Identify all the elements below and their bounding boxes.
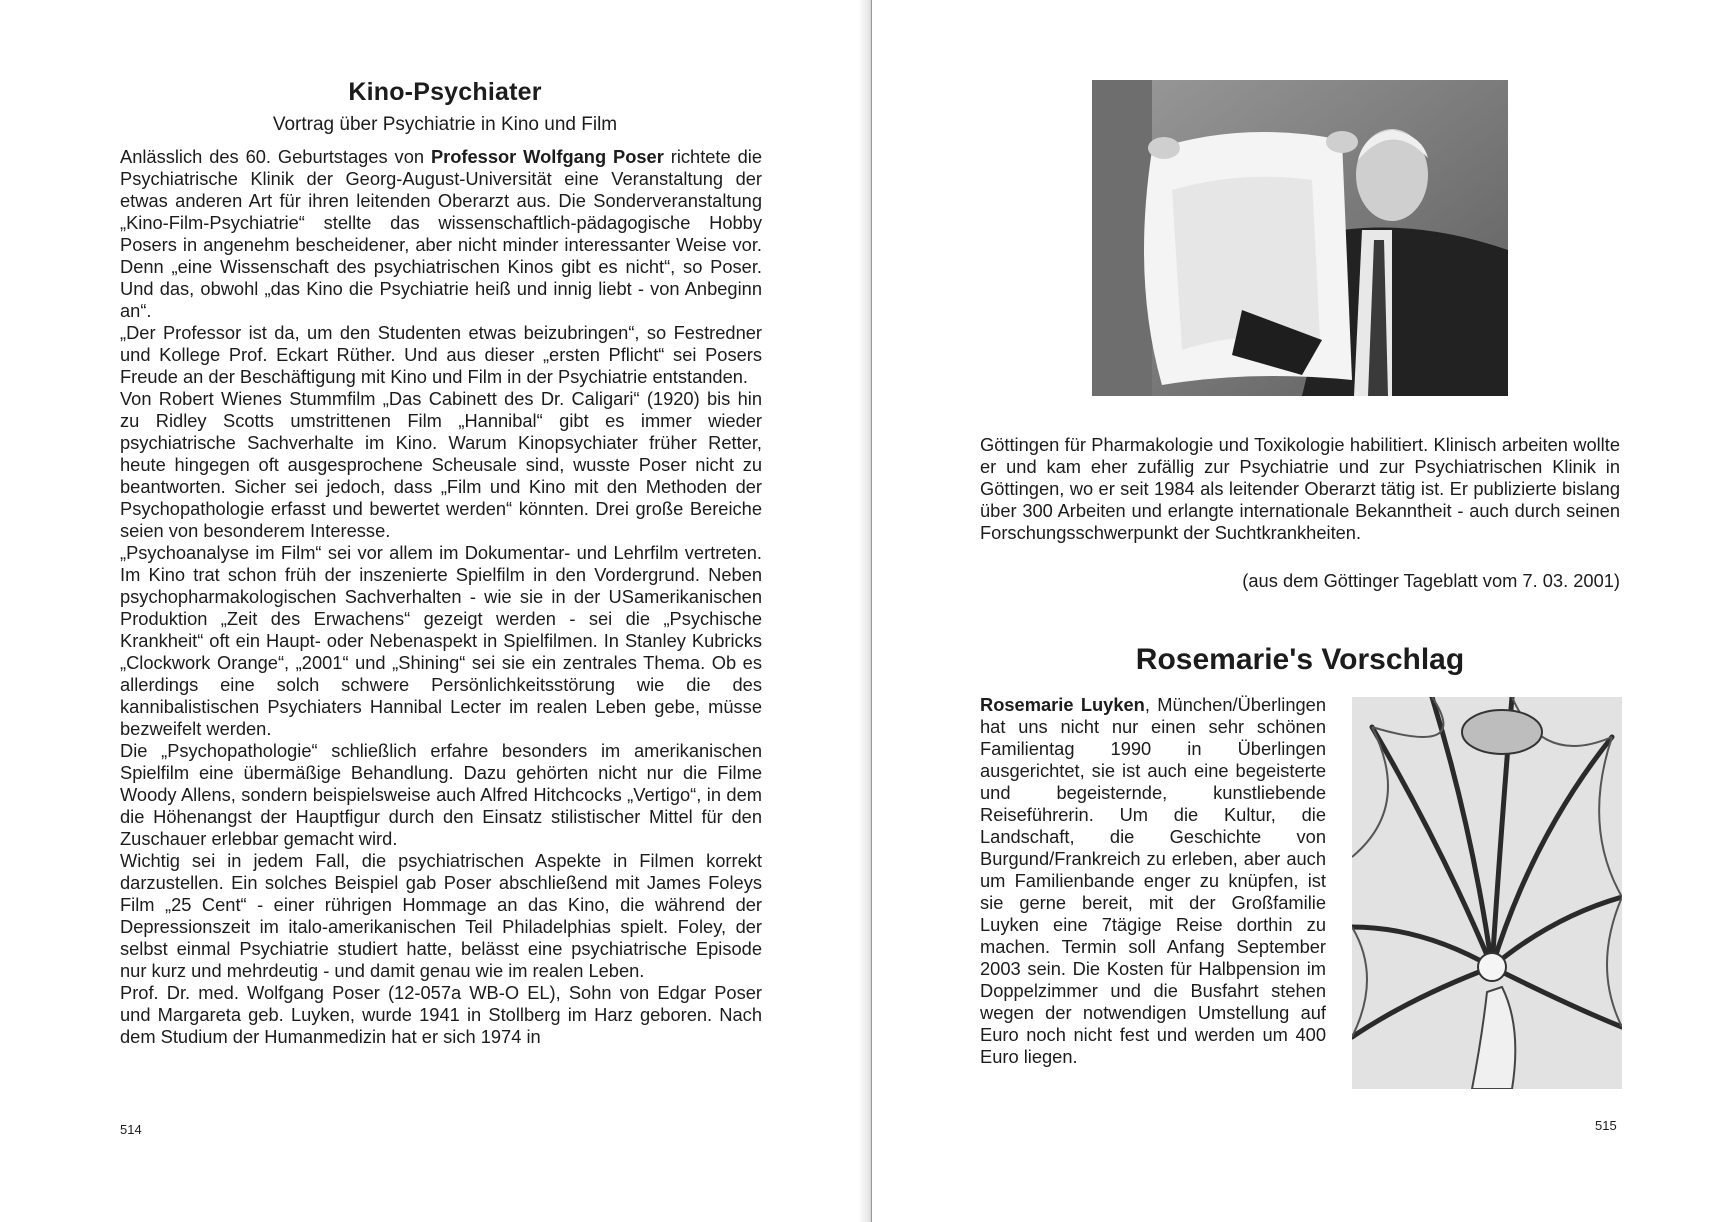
portrait-photo: [1092, 80, 1508, 396]
paragraph: „Der Professor ist da, um den Studenten etwas beizubringen“, so Festredner und Kollege Prof. Eckart Rüther. Und aus dieser „ersten Pflicht“ sei Posers Freude an der Beschäftigung mit Kino und Film in der Psychiatrie entstanden.: [120, 322, 762, 387]
portrait-photo-illustration: [1092, 80, 1508, 396]
page-number: 514: [120, 1122, 142, 1137]
person-name: Rosemarie Luyken: [980, 694, 1145, 715]
article-subtitle: Vortrag über Psychiatrie in Kino und Film: [272, 114, 618, 135]
source-citation: (aus dem Göttinger Tageblatt vom 7. 03. 2001): [1242, 570, 1620, 591]
person-name: Professor Wolfgang Poser: [430, 146, 664, 167]
section-title: Rosemarie's Vorschlag: [1135, 643, 1465, 676]
page-number: 515: [1595, 1118, 1617, 1133]
vault-photo: [1352, 697, 1622, 1089]
paragraph: Die „Psychopathologie“ schließlich erfahre besonders im amerikanischen Spielfilm eine übermäßige Behandlung. Dazu gehörten nicht nur die Filme Woody Allens, sondern beispielsweise auch Alfred Hitchcocks „Vertigo“, in dem die Höhenangst der Hauptfigur durch den Einsatz stilistischer Mittel für den Zuschauer erlebbar gemacht wird.: [120, 740, 762, 849]
vault-photo-illustration: [1352, 697, 1622, 1089]
article-body: [120, 146, 762, 1048]
article-title: Kino-Psychiater: [348, 78, 542, 106]
paragraph: Von Robert Wienes Stummfilm „Das Cabinett des Dr. Caligari“ (1920) bis hin zu Ridley Scotts umstrittenen Film „Hannibal“ gibt es immer wieder psychiatrische Sachverhalte im Kino. Warum Kinopsychiater früher Retter, heute hingegen oft ausgesprochene Scheusale sind, wusste Poser nicht zu beantworten. Sicher sei jedoch, dass „Film und Kino mit den Methoden der Psychopathologie erfasst und bewertet werden“ könnten. Drei große Bereiche seien von besonderem Interesse.: [120, 388, 762, 541]
paragraph: Göttingen für Pharmakologie und Toxikologie habilitiert. Klinisch arbeiten wollte er und kam eher zufällig zur Psychiatrie und zur Psychiatrischen Klinik in Göttingen, wo er seit 1984 als leitender Oberarzt tätig ist. Er publizierte bislang über 300 Arbeiten und erlangte internationale Bekanntheit - auch durch seinen Forschungsschwerpunkt der Suchtkrankheiten.: [980, 434, 1620, 544]
paragraph: „Psychoanalyse im Film“ sei vor allem im Dokumentar- und Lehrfilm vertreten. Im Kino trat schon früh der inszenierte Spielfilm in den Vordergrund. Neben psychopharmakologischen Sachverhalten - wie sie in der USamerikanischen Produktion „Zeit des Erwachens“ gezeigt werden - sei die „Psychische Krankheit“ oft ein Haupt- oder Nebenaspekt in Spielfilmen. In Stanley Kubricks „Clockwork Orange“, „2001“ und „Shining“ sei sie ein zentrales Thema. Ob es allerdings eine solch schwere Persönlichkeitsstörung wie die des kannibalistischen Psychiaters Hannibal Lecter im realen Leben gebe, müsse bezweifelt werden.: [120, 542, 762, 739]
paragraph: Wichtig sei in jedem Fall, die psychiatrischen Aspekte in Filmen korrekt darzustellen. Ein solches Beispiel gab Poser abschließend mit James Foleys Film „25 Cent“ - einer rührigen Hommage an das Kino, die während der Depressionszeit im italo-amerikanischen Teil Philadelphias spielt. Foley, der selbst einmal Psychiatrie studiert hatte, belässt eine psychiatrische Episode nur kurz und mehrdeutig - und damit genau wie im realen Leben.: [120, 850, 762, 981]
section-body: [980, 694, 1326, 1068]
paragraph: Anlässlich des 60. Geburtstages von Professor Wolfgang Poser richtete die Psychiatrische Klinik der Georg-August-Universität eine Veranstaltung der etwas anderen Art für ihren leitenden Oberarzt aus. Die Sonderveranstaltung „Kino-Film-Psychiatrie“ stellte das wissenschaftlich-pädagogische Hobby Posers in angenehm bescheidener, aber nicht minder interessanter Weise vor. Denn „eine Wissenschaft des psychiatrischen Kinos gibt es nicht“, so Poser. Und das, obwohl „das Kino die Psychiatrie heiß und innig liebt - von Anbeginn an“.: [120, 146, 762, 321]
paragraph: Rosemarie Luyken, München/Überlingen hat uns nicht nur einen sehr schönen Familientag 1990 in Überlingen ausgerichtet, sie ist auch eine begeisterte und begeisternde, kunstliebende Reiseführerin. Um die Kultur, die Landschaft, die Geschichte von Burgund/Frankreich zu erleben, aber auch um Familienbande enger zu knüpfen, ist sie gerne bereit, mit der Großfamilie Luyken eine 7tägige Reise dorthin zu machen. Termin soll Anfang September 2003 sein. Die Kosten für Halbpension im Doppelzimmer und die Busfahrt stehen wegen der notwendigen Umstellung auf Euro noch nicht fest und werden um 400 Euro liegen.: [980, 694, 1326, 1067]
paragraph: Prof. Dr. med. Wolfgang Poser (12-057a WB-O EL), Sohn von Edgar Poser und Margareta geb. Luyken, wurde 1941 in Stollberg im Harz geboren. Nach dem Studium der Humanmedizin hat er sich 1974 in: [120, 982, 762, 1047]
article-continuation: [980, 416, 1620, 563]
